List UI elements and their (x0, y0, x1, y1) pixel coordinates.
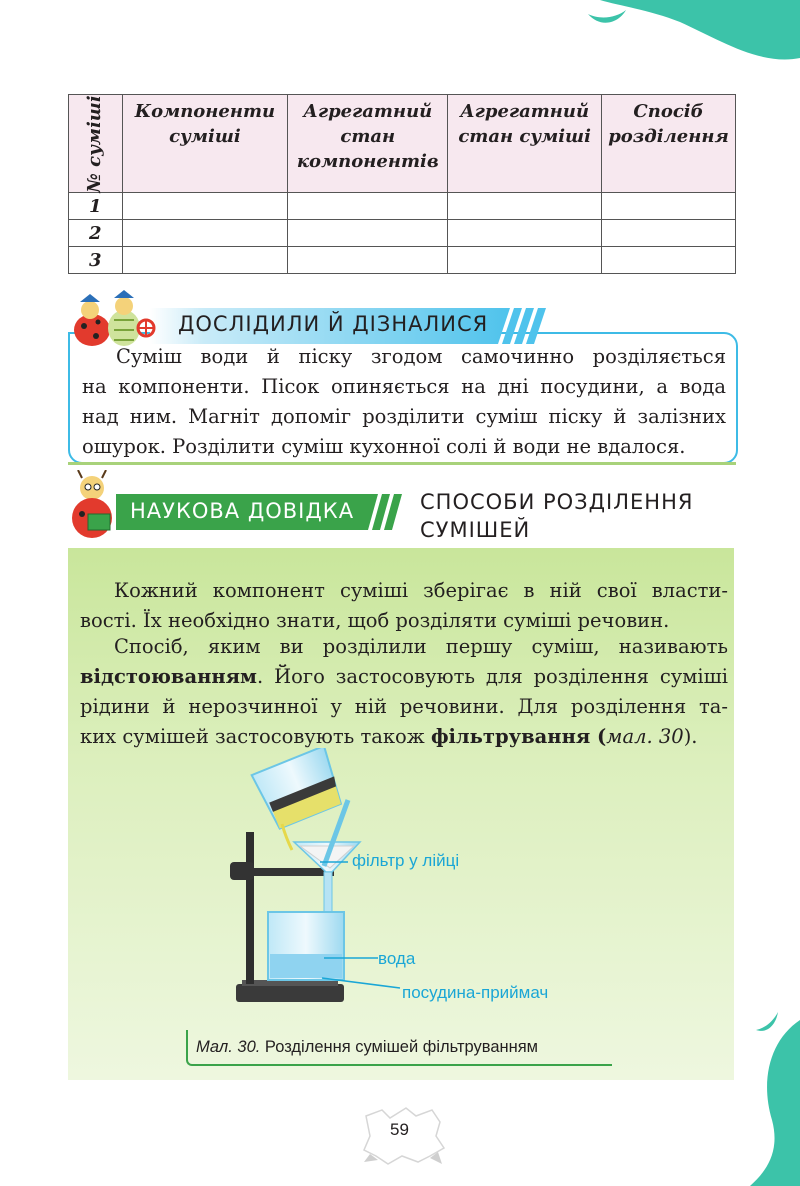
row-number: 2 (69, 220, 123, 247)
table-row (69, 193, 736, 220)
label-filter: фільтр у лійці (352, 851, 460, 870)
table-header-components: Компоненти суміші (122, 95, 288, 193)
reference-paragraph-2: Спосіб, яким ви розділили першу суміш, називають відстоюванням. Його застосовують для розділення суміші рідини й нерозчинної у ній речовини. Для розділення та- ких сумішей застосовують також фільтрування (мал. 30). (80, 635, 728, 748)
label-water: вода (378, 949, 416, 968)
table-header-state-components: Агрегатний стан компонентів (288, 95, 448, 193)
term-filtration: фільтрування (430, 725, 591, 748)
page-number: 59 (390, 1120, 409, 1139)
label-leader-lines (320, 850, 410, 1000)
found-out-title: ДОСЛІДИЛИ Й ДІЗНАЛИСЯ (178, 312, 489, 336)
label-receiving-vessel: посудина-приймач (402, 983, 549, 1002)
table-row (69, 220, 736, 247)
beetle-reader-icon (66, 470, 122, 542)
reference-title: СПОСОБИ РОЗДІЛЕННЯ СУМІШЕЙ (420, 490, 694, 542)
found-out-text: Суміш води й піску згодом самочинно розділяється на компоненти. Пісок опиняється на дні посудини, а вода над ним. Магніт допоміг розділити суміш піску й залізних ошурок. Розділити суміш кухонної солі й води не вдалося. (82, 345, 726, 458)
reference-label: НАУКОВА ДОВІДКА (130, 499, 355, 523)
row-number: 1 (69, 193, 123, 220)
reference-paragraph-1: Кожний компонент суміші зберігає в ній свої власти- вості. Їх необхідно знати, щоб розділяти суміші речовин. (80, 579, 728, 632)
table-row (69, 247, 736, 274)
table-header-number: № суміші (69, 95, 123, 193)
table-header-method: Спосіб розділення (602, 95, 736, 193)
figure-caption: Мал. 30. Розділення сумішей фільтруванням (196, 1038, 539, 1056)
figure-reference: мал. 30 (606, 725, 684, 748)
term-sedimentation: відстоюванням (80, 665, 257, 688)
divider (68, 462, 736, 465)
table-header-state-mixture: Агрегатний стан суміші (448, 95, 602, 193)
row-number: 3 (69, 247, 123, 274)
corner-decoration-top (560, 0, 800, 70)
mixtures-table (68, 94, 736, 274)
